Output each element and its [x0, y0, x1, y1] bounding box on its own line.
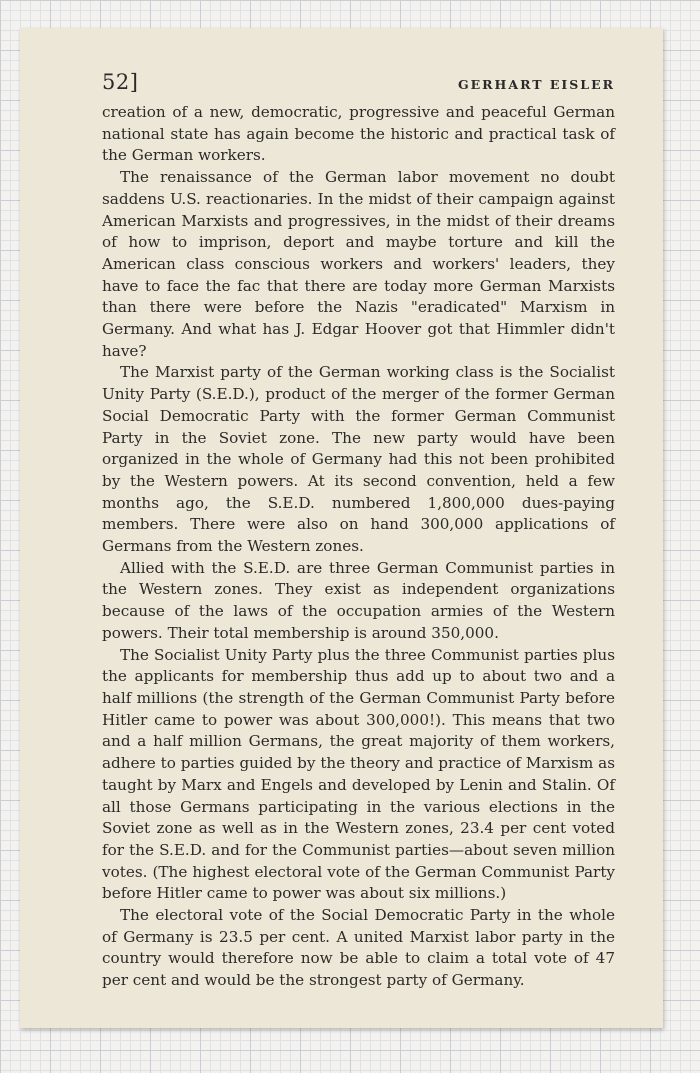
paragraph: creation of a new, democratic, progressive and peaceful German national state has again become the historic and practical task of the German workers.	[102, 103, 615, 165]
page-header	[102, 70, 615, 94]
paragraph: Allied with the S.E.D. are three German Communist parties in the Western zones. They exist as independent organizations because of the laws of the occupation armies of the Western powers. Their total membership is around 350,000.	[102, 558, 615, 642]
paragraph: The renaissance of the German labor movement no doubt saddens U.S. reactionaries. In the midst of their campaign against American Marxists and progressives, in the midst of their dreams of how to imprison, deport and maybe torture and kill the American class conscious workers and workers' leaders, they have to face the fac that there are today more German Marxists than there were before the Nazis "eradicated" Marxism in Germany. And what has J. Edgar Hoover got that Himmler didn't have?	[102, 168, 615, 360]
paragraph: The electoral vote of the Social Democratic Party in the whole of Germany is 23.5 per cent. A united Marxist labor party in the country would therefore now be able to claim a total vote of 47 per cent and would be the strongest party of Germany.	[102, 906, 615, 990]
page-number: 52]	[102, 70, 139, 94]
paragraph: The Marxist party of the German working class is the Socialist Unity Party (S.E.D.), product of the merger of the former German Social Democratic Party with the former German Communist Party in the Soviet zone. The new party would have been organized in the whole of Germany had this not been prohibited by the Western powers. At its second convention, held a few months ago, the S.E.D. numbered 1,800,000 dues-paying members. There were also on hand 300,000 applications of Germans from the Western zones.	[102, 363, 615, 556]
author-name: GERHART EISLER	[457, 77, 615, 92]
paragraph: The Socialist Unity Party plus the three Communist parties plus the applicants for membership thus add up to about two and a half millions (the strength of the German Communist Party before Hitler came to power was about 300,000!). This means that two and a half million Germans, the great majority of them workers, adhere to parties guided by the theory and practice of Marxism as taught by Marx and Engels and developed by Lenin and Stalin. Of all those Germans participating in the various elections in the Soviet zone as well as in the Western zones, 23.4 per cent voted for the S.E.D. and for the Communist parties—about seven million votes. (The highest electoral vote of the German Communist Party before Hitler came to power was about six millions.)	[102, 645, 615, 903]
newspaper-clipping	[20, 28, 663, 1028]
article-body	[102, 102, 615, 992]
